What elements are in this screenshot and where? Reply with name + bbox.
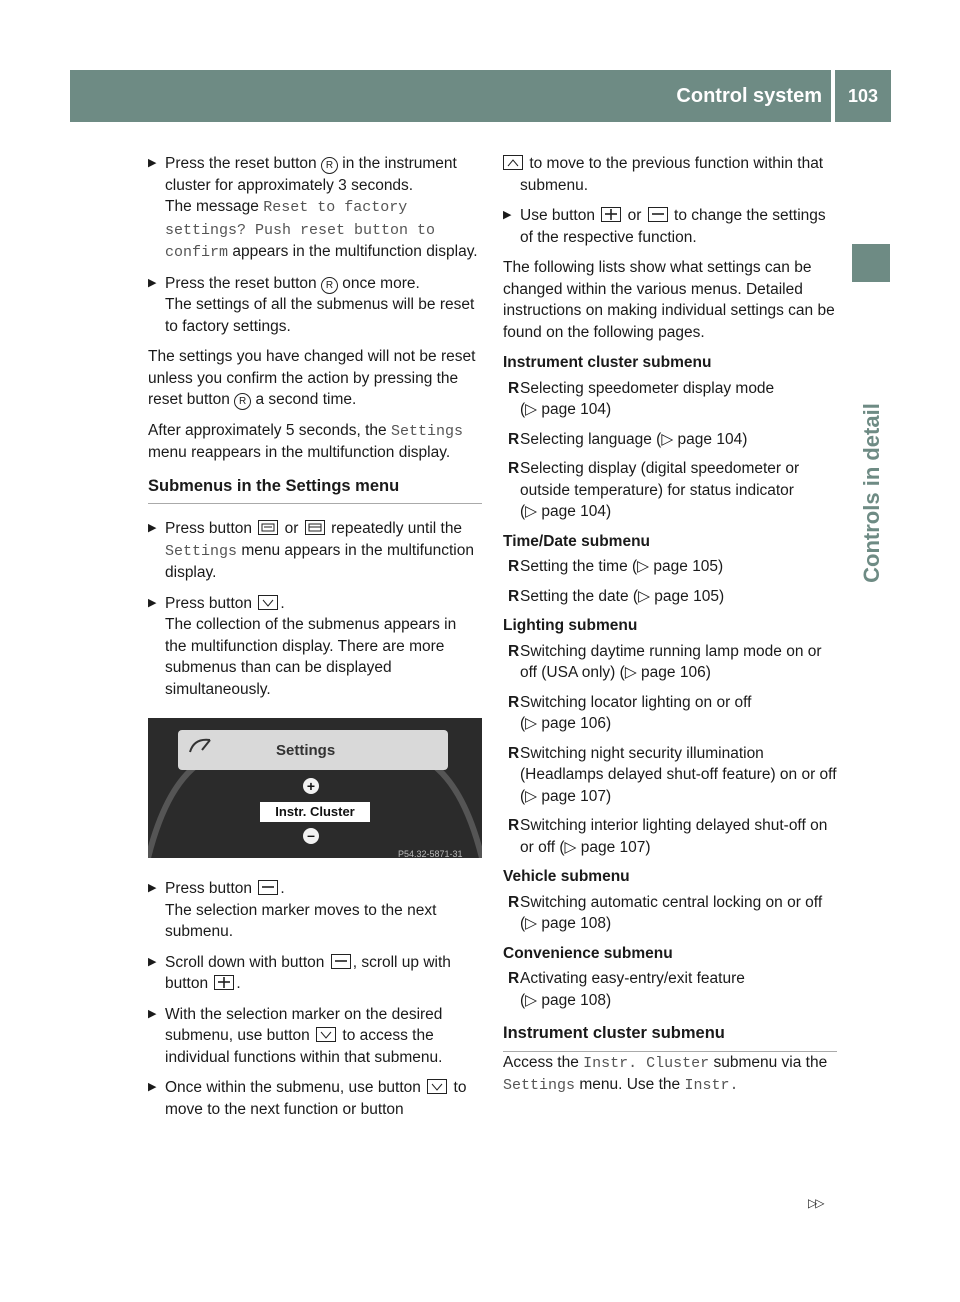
side-tab-label: Controls in detail xyxy=(859,403,884,583)
instruction-step: ▶ With the selection marker on the desired submenu, use button to access the individual functions within that submenu. xyxy=(148,1005,443,1066)
step-arrow-icon: ▶ xyxy=(148,1081,157,1093)
submenu-group xyxy=(503,352,837,523)
step-arrow-icon: ▶ xyxy=(148,1007,157,1020)
list-item: R Activating easy-entry/exit feature (▷ page 108) xyxy=(508,970,745,1009)
instruction-step: ▶ Scroll down with button , scroll up with button . xyxy=(148,953,451,992)
paragraph: Access the Instr. Cluster submenu via the Settings menu. Use the Instr. xyxy=(503,1053,828,1094)
group-heading: Time/Date submenu xyxy=(503,532,651,550)
down-arrow-button-icon xyxy=(258,595,278,610)
instruction-step: ▶ Press button . The selection marker moves to the next submenu. xyxy=(148,880,437,940)
list-item: R Switching daytime running lamp mode on or off (USA only) (▷ page 106) xyxy=(508,642,822,681)
reset-button-icon: R xyxy=(321,277,338,294)
instruction-step: ▶ Press the reset button R in the instrument cluster for approximately 3 seconds. The message Reset to factory settings? Push reset button to confirm appears in the multifunction display. xyxy=(148,155,478,261)
instruction-step: ▶ Press the reset button R once more. The settings of all the submenus will be reset to factory settings. xyxy=(148,274,475,335)
list-item: R Switching night security illumination (Headlamps delayed shut-off feature) on or off (▷ page 107) xyxy=(508,744,837,805)
group-heading: Vehicle submenu xyxy=(503,868,630,885)
list-item: R Switching automatic central locking on or off (▷ page 108) xyxy=(508,893,823,932)
minus-button-icon xyxy=(258,880,278,895)
list-item: R Switching interior lighting delayed shut-off on or off (▷ page 107) xyxy=(508,817,828,856)
plus-button-icon xyxy=(214,975,234,990)
up-arrow-button-icon xyxy=(503,155,523,170)
left-column xyxy=(148,153,482,1129)
reset-button-icon: R xyxy=(321,157,338,174)
list-item: R Setting the time (▷ page 105) xyxy=(508,558,724,575)
instruction-step: ▶ Once within the submenu, use button to move to the next function or button xyxy=(148,1079,467,1118)
list-item: R Setting the date (▷ page 105) xyxy=(508,587,725,605)
submenu-group xyxy=(503,615,837,858)
paragraph: After approximately 5 seconds, the Settings menu reappears in the multifunction display. xyxy=(148,421,463,461)
step-arrow-icon: ▶ xyxy=(148,882,157,894)
display-title: Settings xyxy=(276,742,336,759)
side-tab xyxy=(855,298,889,688)
instruction-step: ▶ Use button or to change the settings of the respective function. xyxy=(503,207,826,246)
list-item: R Selecting speedometer display mode (▷ page 104) xyxy=(508,379,775,418)
instrument-cluster-figure xyxy=(148,718,482,858)
down-arrow-button-icon xyxy=(316,1027,336,1042)
submenu-group xyxy=(503,943,837,1012)
speedometer-icon xyxy=(188,736,216,754)
group-heading: Lighting submenu xyxy=(503,617,638,634)
group-heading: Convenience submenu xyxy=(503,944,673,962)
step-arrow-icon: ▶ xyxy=(503,209,512,221)
step-arrow-icon: ▶ xyxy=(148,157,157,169)
selected-submenu: Instr. Cluster xyxy=(260,802,370,822)
instruction-step: ▶ Press button or repeatedly until the Settings menu appears in the multifunction display. xyxy=(148,520,474,581)
step-arrow-icon: ▶ xyxy=(148,955,157,968)
section-heading: Submenus in the Settings menu xyxy=(148,476,482,505)
step-arrow-icon: ▶ xyxy=(148,522,157,534)
list-item: R Switching locator lighting on or off (▷ page 106) xyxy=(508,693,752,732)
instruction-continuation: to move to the previous function within that submenu. xyxy=(503,153,837,196)
down-arrow-button-icon xyxy=(427,1079,447,1094)
minus-button-icon xyxy=(648,207,668,222)
right-column xyxy=(503,153,837,1106)
figure-code: P54.32-5871-31 xyxy=(398,849,463,858)
submenu-group xyxy=(503,531,837,608)
step-arrow-icon: ▶ xyxy=(148,596,157,609)
plus-button-icon xyxy=(601,207,621,222)
list-item: R Selecting display (digital speedometer or outside temperature) for status indicator (▷ page 104) xyxy=(508,460,800,520)
minus-icon: – xyxy=(303,828,319,844)
step-arrow-icon: ▶ xyxy=(148,276,157,289)
header-title: Control system xyxy=(676,85,822,107)
side-tab-marker xyxy=(852,244,890,282)
page-number: 103 xyxy=(847,86,879,106)
instruction-step: ▶ Press button . The collection of the submenus appears in the multifunction display. There are more submenus than can be displayed simultaneously. xyxy=(148,594,457,698)
display-message: Reset to factory settings? Push reset button to confirm xyxy=(165,199,436,261)
page-forward-button-icon xyxy=(258,520,278,535)
minus-button-icon xyxy=(331,954,351,969)
section-heading: Instrument cluster submenu xyxy=(503,1023,837,1052)
plus-icon: + xyxy=(303,778,319,794)
continued-arrows-icon: ▷▷ xyxy=(808,1196,823,1210)
page-back-button-icon xyxy=(305,520,325,535)
paragraph: The following lists show what settings can be changed within the various menus. Detailed instructions on making individual settings can be found on the following pages. xyxy=(503,259,835,341)
list-item: R Selecting language (▷ page 104) xyxy=(508,430,748,448)
paragraph: The settings you have changed will not be reset unless you confirm the action by pressing the reset button R a second time. xyxy=(148,348,476,408)
submenu-group xyxy=(503,866,837,935)
reset-button-icon: R xyxy=(234,393,251,410)
group-heading: Instrument cluster submenu xyxy=(503,354,712,371)
